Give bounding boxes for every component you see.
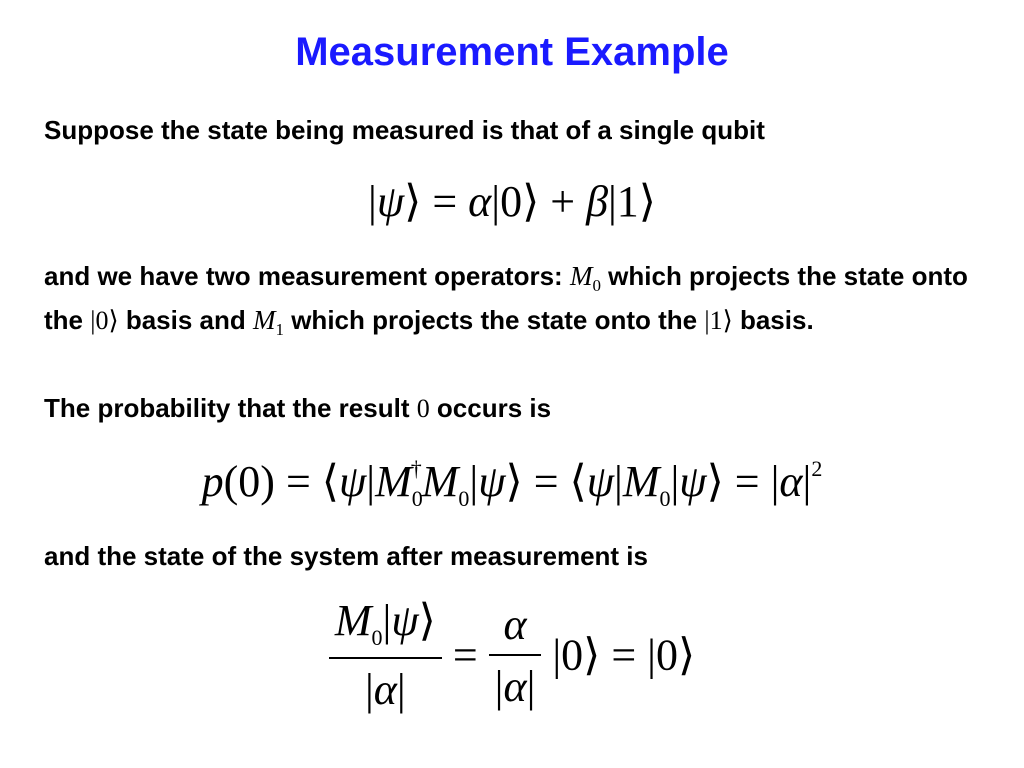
probability-text-a: The probability that the result — [44, 393, 417, 423]
fraction-left: $\frac{M_0|\psi⟩}{|\alpha|}$ — [329, 596, 442, 715]
operator-m0-subscript: 0 — [592, 276, 601, 295]
probability-text — [44, 388, 994, 429]
fraction-right: $\frac{\alpha}{|\alpha|}$ — [489, 600, 542, 712]
operator-m0-symbol: M — [569, 261, 593, 291]
slide-title: Measurement Example — [295, 30, 729, 74]
operator-m1-subscript: 1 — [275, 320, 284, 339]
operators-text-c: basis and — [118, 305, 253, 335]
ket-one: |1⟩ — [704, 306, 733, 335]
state-equation-display: |ψ⟩ = α|0⟩ + β|1⟩ — [368, 177, 656, 226]
intro-text: Suppose the state being measured is that of a single qubit — [44, 115, 765, 145]
operators-text-a: and we have two measurement operators: — [44, 261, 570, 291]
operator-m1-symbol: M — [252, 305, 276, 335]
post-measurement-equation: $\frac{M_0|\psi⟩}{|\alpha|}$ = $\frac{\alpha}{|\alpha|}$ |0⟩ = |0⟩ — [0, 596, 1024, 715]
operators-text-e: basis. — [732, 305, 814, 335]
operators-paragraph — [44, 256, 994, 344]
probability-equation-display: $p(0) = ⟨\psi|M_0^\dagger M_0|\psi⟩$ = $⟨\psi|M_0|\psi⟩ = |\alpha|^2$ — [201, 456, 823, 511]
after-measurement-text: and the state of the system after measurement is — [44, 541, 648, 571]
result-value: 0 — [416, 394, 430, 423]
state-equation — [0, 176, 1024, 228]
operators-text-d: which projects the state onto the — [283, 305, 705, 335]
operators-text-b: which projects the state onto the — [44, 261, 968, 335]
probability-text-b: occurs is — [429, 393, 552, 423]
probability-equation — [0, 456, 1024, 515]
ket-zero: |0⟩ — [90, 306, 119, 335]
